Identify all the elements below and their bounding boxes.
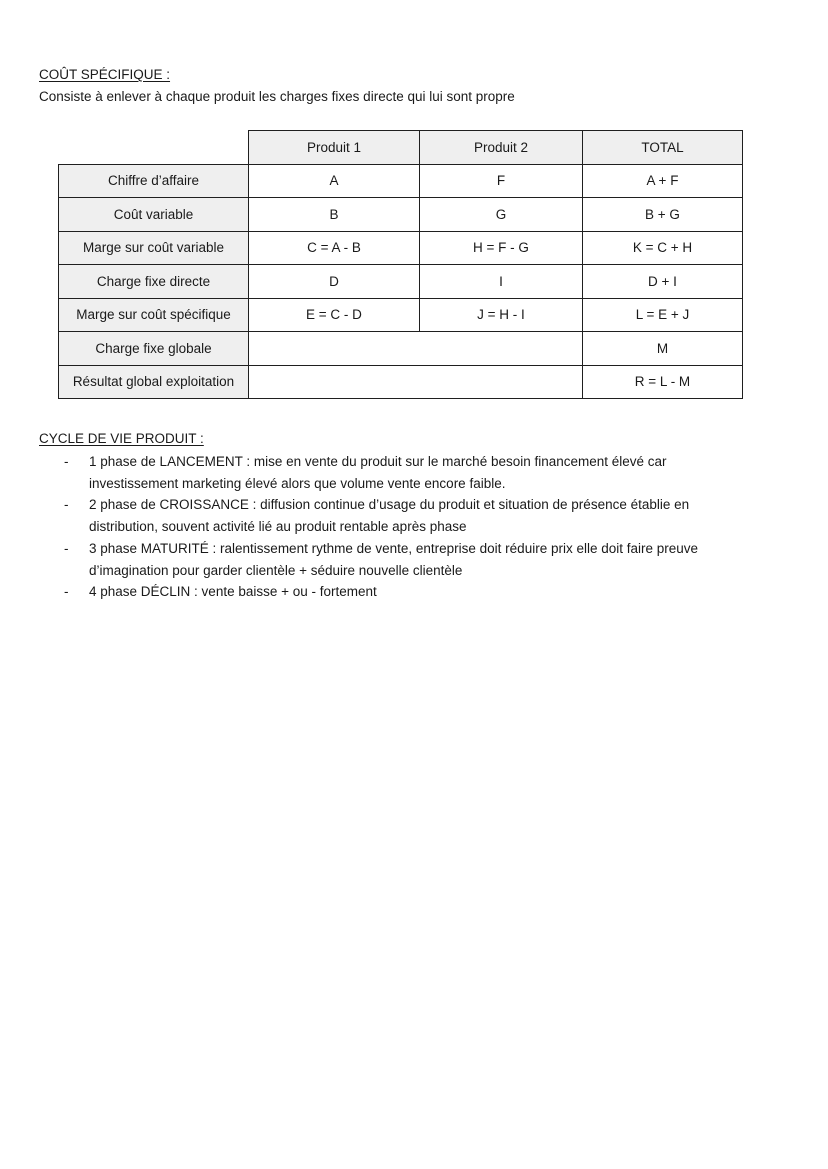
cell-merged-empty bbox=[249, 365, 583, 399]
cell-produit-2: F bbox=[420, 164, 583, 198]
row-label: Marge sur coût variable bbox=[59, 231, 249, 265]
cell-produit-2: H = F - G bbox=[420, 231, 583, 265]
cell-total: L = E + J bbox=[583, 298, 743, 332]
cell-total: R = L - M bbox=[583, 365, 743, 399]
row-label: Chiffre d’affaire bbox=[59, 164, 249, 198]
phase-line: 3 phase MATURITÉ : ralentissement rythme de vente, entreprise doit réduire prix elle doit faire preuve bbox=[89, 540, 699, 556]
table-row bbox=[59, 332, 743, 366]
table-row bbox=[59, 365, 743, 399]
list-item bbox=[0, 451, 729, 494]
cell-produit-2: G bbox=[420, 198, 583, 232]
cycle-de-vie-heading: CYCLE DE VIE PRODUIT : bbox=[39, 431, 204, 446]
phase-line: 2 phase de CROISSANCE : diffusion continue d’usage du produit et situation de présence établie en bbox=[89, 497, 690, 513]
row-label: Charge fixe directe bbox=[59, 265, 249, 299]
table-row bbox=[59, 164, 743, 198]
row-label: Coût variable bbox=[59, 198, 249, 232]
cell-produit-2: J = H - I bbox=[420, 298, 583, 332]
phase-list bbox=[0, 451, 729, 603]
list-item bbox=[0, 494, 729, 537]
cout-specifique-description: Consiste à enlever à chaque produit les charges fixes directe qui lui sont propre bbox=[39, 89, 515, 104]
cout-specifique-heading: COÛT SPÉCIFIQUE : bbox=[39, 67, 171, 82]
bullet-dash: - bbox=[64, 497, 69, 513]
row-label: Résultat global exploitation bbox=[59, 365, 249, 399]
table-row bbox=[59, 231, 743, 265]
table-header-row bbox=[59, 131, 743, 165]
phase-line: 1 phase de LANCEMENT : mise en vente du produit sur le marché besoin financement élevé car bbox=[89, 454, 667, 469]
row-label: Charge fixe globale bbox=[59, 332, 249, 366]
bullet-dash: - bbox=[64, 584, 69, 600]
cell-total: D + I bbox=[583, 265, 743, 299]
phase-line: 4 phase DÉCLIN : vente baisse + ou - fortement bbox=[89, 584, 377, 600]
cost-table bbox=[58, 130, 743, 399]
cell-total: M bbox=[583, 332, 743, 366]
table-row bbox=[59, 265, 743, 299]
cell-total: K = C + H bbox=[583, 231, 743, 265]
cell-produit-1: E = C - D bbox=[249, 298, 420, 332]
cell-merged-empty bbox=[249, 332, 583, 366]
table-corner-blank bbox=[59, 131, 249, 165]
phase-line: investissement marketing élevé alors que volume vente encore faible. bbox=[89, 475, 506, 491]
cell-total: B + G bbox=[583, 198, 743, 232]
cell-produit-1: C = A - B bbox=[249, 231, 420, 265]
column-header-produit-2: Produit 2 bbox=[420, 131, 583, 165]
phase-line: d’imagination pour garder clientèle + séduire nouvelle clientèle bbox=[89, 562, 463, 578]
bullet-dash: - bbox=[64, 540, 69, 556]
cell-produit-1: B bbox=[249, 198, 420, 232]
row-label: Marge sur coût spécifique bbox=[59, 298, 249, 332]
cell-produit-1: A bbox=[249, 164, 420, 198]
cell-produit-2: I bbox=[420, 265, 583, 299]
cell-produit-1: D bbox=[249, 265, 420, 299]
bullet-dash: - bbox=[64, 454, 69, 469]
list-item bbox=[0, 538, 729, 581]
list-item bbox=[0, 581, 729, 603]
column-header-total: TOTAL bbox=[583, 131, 743, 165]
phase-line: distribution, souvent activité lié au produit rentable après phase bbox=[89, 519, 467, 535]
column-header-produit-1: Produit 1 bbox=[249, 131, 420, 165]
cell-total: A + F bbox=[583, 164, 743, 198]
table-row bbox=[59, 198, 743, 232]
table-row bbox=[59, 298, 743, 332]
